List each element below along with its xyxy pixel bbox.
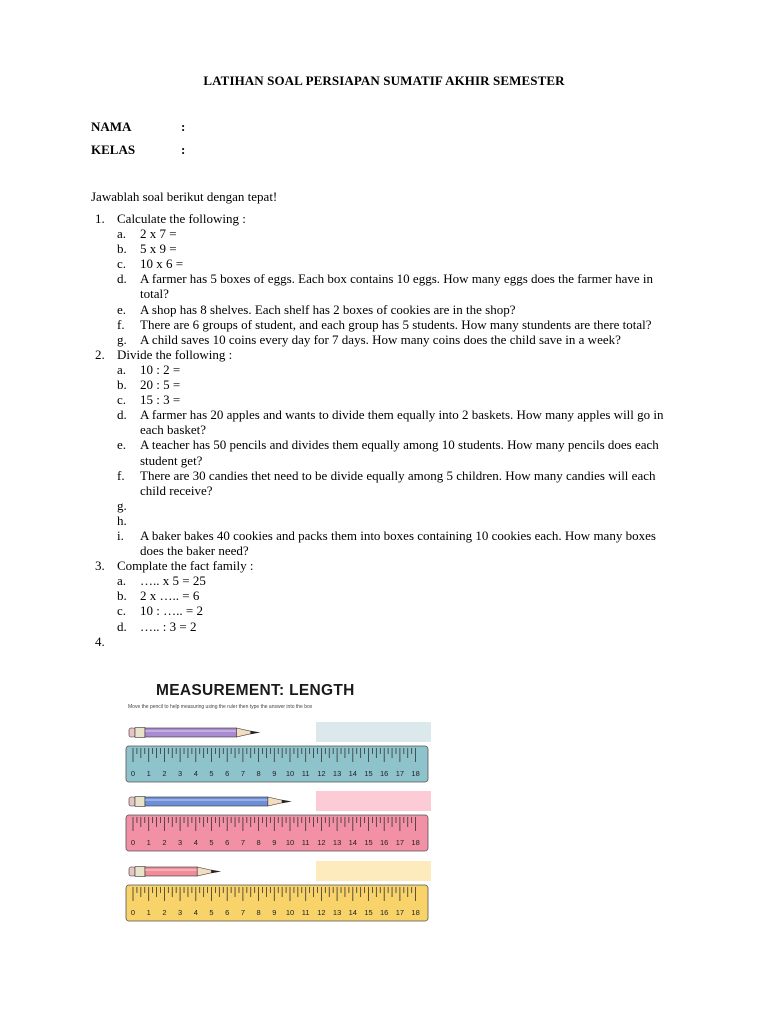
list-item	[0, 573, 768, 588]
item-text: 2 x 7 =	[140, 226, 177, 242]
question-2	[0, 347, 768, 362]
ruler-label: 1	[146, 908, 151, 917]
ruler-label: 2	[162, 908, 167, 917]
ruler-label: 8	[256, 769, 261, 778]
list-item	[0, 468, 768, 498]
ruler-label: 9	[272, 908, 277, 917]
item-text: 5 x 9 =	[140, 241, 177, 257]
ruler-label: 2	[162, 838, 167, 847]
list-item	[0, 437, 768, 467]
question-1	[0, 211, 768, 226]
item-text: 10 x 6 =	[140, 256, 184, 272]
ruler-label: 14	[348, 769, 357, 778]
ruler-label: 10	[285, 769, 295, 778]
ruler-label: 0	[130, 769, 136, 778]
item-text: A farmer has 5 boxes of eggs. Each box contains 10 eggs. How many eggs does the farmer have in total?	[140, 271, 653, 302]
ruler-label: 15	[364, 838, 373, 847]
pencil-ferrule	[135, 867, 145, 877]
ruler-label: 7	[240, 908, 245, 917]
ruler-label: 6	[225, 769, 230, 778]
pencil-ferrule	[135, 797, 145, 807]
list-item	[0, 241, 768, 256]
ruler-label: 3	[178, 908, 183, 917]
ruler-label: 16	[380, 908, 389, 917]
ruler-label: 12	[317, 838, 326, 847]
pencil-body	[145, 867, 197, 876]
question-4	[0, 634, 768, 649]
item-letter: a.	[117, 226, 127, 242]
list-item	[0, 271, 768, 301]
pencil-body	[145, 728, 236, 737]
list-item	[0, 407, 768, 437]
item-text: A baker bakes 40 cookies and packs them into boxes containing 10 cookies each. How many boxes does the baker need?	[140, 527, 656, 559]
page-title: LATIHAN SOAL PERSIAPAN SUMATIF AKHIR SEMESTER	[203, 73, 565, 88]
pencil-eraser	[129, 797, 135, 806]
question-number: 2.	[95, 346, 105, 362]
list-item	[0, 226, 768, 241]
ruler-label: 10	[285, 838, 295, 847]
ruler-label: 13	[332, 908, 342, 917]
ruler-label: 11	[301, 838, 310, 847]
item-letter: f.	[117, 316, 125, 332]
list-item	[0, 498, 768, 513]
pencil-eraser	[129, 728, 135, 737]
item-letter: h.	[117, 512, 127, 528]
item-letter: b.	[117, 588, 127, 604]
ruler-label: 7	[240, 769, 245, 778]
item-letter: e.	[117, 301, 127, 317]
question-number: 1.	[95, 211, 105, 226]
item-letter: d.	[117, 271, 127, 287]
class-colon: :	[181, 142, 186, 157]
item-text: ….. x 5 = 25	[140, 573, 206, 589]
instruction-text: Jawablah soal berikut dengan tepat!	[91, 189, 278, 204]
measurement-worksheet	[124, 682, 434, 922]
item-letter: g.	[117, 331, 127, 347]
ruler-label: 0	[130, 908, 136, 917]
ruler-label: 0	[130, 838, 136, 847]
item-text: 20 : 5 =	[140, 377, 181, 393]
ruler-label: 1	[146, 769, 151, 778]
list-item	[0, 302, 768, 317]
ruler-label: 10	[285, 908, 295, 917]
ruler-label: 11	[301, 908, 310, 917]
ruler-label: 17	[395, 769, 405, 778]
question-3	[0, 558, 768, 573]
ruler-label: 4	[193, 838, 198, 847]
pencil-lead	[250, 731, 260, 735]
ruler-label: 6	[225, 908, 230, 917]
item-letter: a.	[117, 573, 127, 589]
ruler-label: 17	[395, 838, 405, 847]
item-text: 10 : 2 =	[140, 361, 181, 377]
ruler-label: 12	[317, 769, 326, 778]
ruler-label: 1	[146, 838, 151, 847]
item-text: A child saves 10 coins every day for 7 days. How many coins does the child save in a week?	[140, 331, 621, 347]
item-text: 15 : 3 =	[140, 392, 181, 408]
item-letter: d.	[117, 618, 127, 634]
answer-box	[316, 791, 431, 811]
item-letter: e.	[117, 437, 127, 453]
pencil-ferrule	[135, 728, 145, 738]
ruler-label: 16	[380, 769, 389, 778]
ruler-label: 4	[193, 769, 198, 778]
list-item	[0, 362, 768, 377]
ruler-label: 7	[240, 838, 245, 847]
answer-box	[316, 722, 431, 742]
ruler-label: 8	[256, 908, 261, 917]
ruler-label: 18	[411, 838, 420, 847]
worksheet-title: MEASUREMENT: LENGTH	[156, 682, 355, 699]
ruler-label: 17	[395, 908, 405, 917]
list-item	[0, 392, 768, 407]
question-text: Divide the following :	[117, 346, 233, 362]
ruler-label: 5	[209, 908, 214, 917]
list-item	[0, 528, 768, 558]
item-text: 2 x ….. = 6	[140, 588, 200, 604]
pencil-eraser	[129, 867, 135, 876]
item-text: ….. : 3 = 2	[140, 618, 197, 634]
ruler-label: 15	[364, 769, 373, 778]
pencil-lead	[282, 800, 292, 804]
pencil-body	[145, 797, 268, 806]
name-colon: :	[181, 119, 186, 134]
ruler-label: 9	[272, 838, 277, 847]
ruler-label: 5	[209, 838, 214, 847]
ruler-label: 3	[178, 838, 183, 847]
class-field	[91, 142, 186, 158]
item-letter: b.	[117, 377, 127, 393]
list-item	[0, 513, 768, 528]
ruler-label: 18	[411, 908, 420, 917]
list-item	[0, 588, 768, 603]
ruler-label: 12	[317, 908, 326, 917]
list-item	[0, 619, 768, 634]
worksheet-subtitle: Move the pencil to help measuring using the ruler then type the answer into the box	[128, 704, 313, 710]
ruler-label: 9	[272, 769, 277, 778]
item-text: A teacher has 50 pencils and divides them equally among 10 students. How many pencils does each student get?	[140, 437, 659, 468]
item-text: There are 6 groups of student, and each group has 5 students. How many stundents are there total?	[140, 316, 652, 332]
item-text: There are 30 candies thet need to be divide equally among 5 children. How many candies will each child receive?	[140, 467, 656, 498]
item-letter: b.	[117, 241, 127, 257]
item-text: A shop has 8 shelves. Each shelf has 2 boxes of cookies are in the shop?	[140, 301, 516, 317]
ruler-illustrations	[124, 682, 434, 922]
item-text: 10 : ….. = 2	[140, 603, 203, 619]
item-letter: c.	[117, 256, 127, 272]
list-item	[0, 317, 768, 332]
name-field	[91, 119, 186, 135]
list-item	[0, 377, 768, 392]
question-text: Calculate the following :	[117, 211, 246, 226]
ruler-label: 8	[256, 838, 261, 847]
ruler-label: 3	[178, 769, 183, 778]
ruler-label: 5	[209, 769, 214, 778]
class-label: KELAS	[91, 142, 136, 157]
question-list	[0, 211, 768, 649]
answer-box	[316, 861, 431, 881]
item-letter: f.	[117, 467, 125, 483]
ruler-label: 11	[301, 769, 310, 778]
item-letter: c.	[117, 603, 127, 619]
ruler-label: 18	[411, 769, 420, 778]
question-number: 3.	[95, 558, 105, 574]
ruler-label: 14	[348, 908, 357, 917]
name-label: NAMA	[91, 119, 132, 134]
item-letter: a.	[117, 361, 127, 377]
item-letter: g.	[117, 497, 127, 513]
ruler-label: 14	[348, 838, 357, 847]
item-letter: c.	[117, 392, 127, 408]
question-number: 4.	[95, 633, 105, 649]
question-text: Complate the fact family :	[117, 558, 254, 574]
ruler-label: 13	[332, 769, 342, 778]
item-letter: d.	[117, 407, 127, 423]
ruler-label: 13	[332, 838, 342, 847]
pencil-lead	[211, 870, 221, 874]
list-item	[0, 603, 768, 618]
item-text: A farmer has 20 apples and wants to divide them equally into 2 baskets. How many apples will go in each basket?	[140, 407, 664, 438]
ruler-label: 16	[380, 838, 389, 847]
ruler-label: 6	[225, 838, 230, 847]
list-item	[0, 256, 768, 271]
ruler-label: 15	[364, 908, 373, 917]
list-item	[0, 332, 768, 347]
ruler-label: 4	[193, 908, 198, 917]
item-letter: i.	[117, 527, 124, 543]
ruler-label: 2	[162, 769, 167, 778]
